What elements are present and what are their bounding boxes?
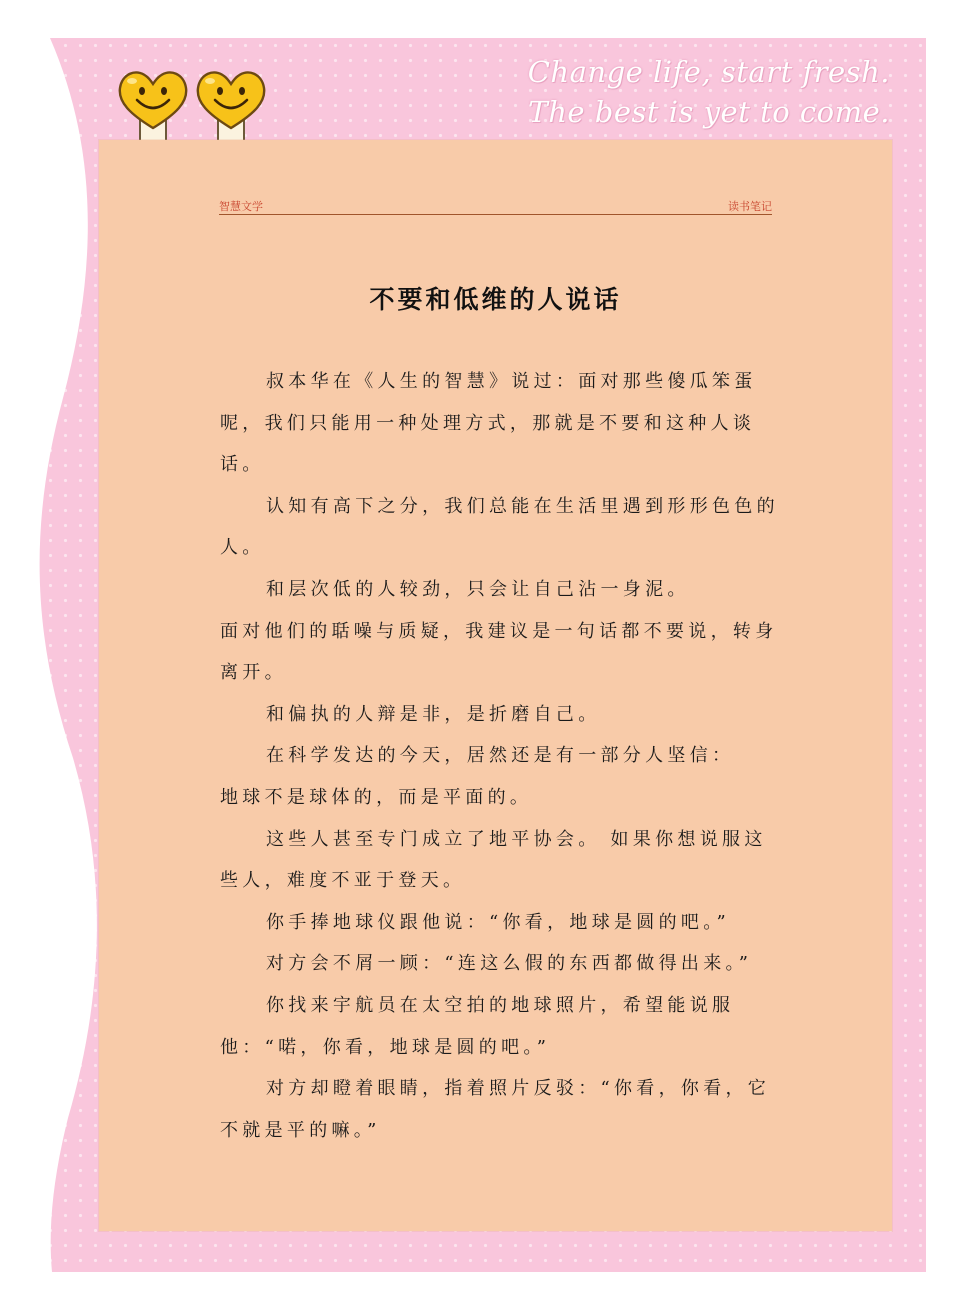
left-wave-border bbox=[28, 38, 108, 1272]
slogan-line-1: Change life, start fresh. bbox=[527, 55, 890, 89]
slogan bbox=[528, 52, 890, 132]
page-title: 不要和低维的人说话 bbox=[369, 285, 622, 314]
paragraph: 和层次低的人较劲，只会让自己沾一身泥。 bbox=[266, 578, 690, 600]
paragraph: 地球不是球体的，而是平面的。 bbox=[220, 786, 533, 808]
paragraph: 对方会不屑一顾：“连这么假的东西都做得出来。” bbox=[266, 953, 753, 975]
paragraph: 和偏执的人辩是非，是折磨自己。 bbox=[266, 703, 601, 725]
slogan-line-2: The best is yet to come. bbox=[528, 95, 890, 129]
header-left-label: 智慧文学 bbox=[219, 200, 263, 213]
paragraph: 在科学发达的今天，居然还是有一部分人坚信： bbox=[266, 745, 735, 767]
paragraph: 对方却瞪着眼睛，指着照片反驳：“你看，你看，它不就是平的嘛。” bbox=[220, 1078, 771, 1141]
header-right-label: 读书笔记 bbox=[728, 200, 772, 213]
article-body bbox=[220, 361, 780, 1151]
paragraph: 面对他们的聒噪与质疑，我建议是一句话都不要说，转身离开。 bbox=[220, 620, 778, 684]
heart-smiley-icon bbox=[118, 66, 188, 142]
paragraph: 叔本华在《人生的智慧》说过：面对那些傻瓜笨蛋呢，我们只能用一种处理方式，那就是不要和这种人谈话。 bbox=[220, 371, 757, 476]
document-paper bbox=[99, 140, 892, 1231]
paragraph: 认知有高下之分，我们总能在生活里遇到形形色色的人。 bbox=[220, 495, 779, 559]
page-header bbox=[219, 197, 772, 215]
paragraph: 这些人甚至专门成立了地平协会。 如果你想说服这些人，难度不亚于登天。 bbox=[220, 828, 767, 892]
heart-smiley-icon bbox=[196, 66, 266, 142]
paragraph: 你手捧地球仪跟他说：“你看，地球是圆的吧。” bbox=[266, 911, 731, 933]
paragraph: 你找来宇航员在太空拍的地球照片，希望能说服他：“喏，你看，地球是圆的吧。” bbox=[220, 994, 735, 1058]
